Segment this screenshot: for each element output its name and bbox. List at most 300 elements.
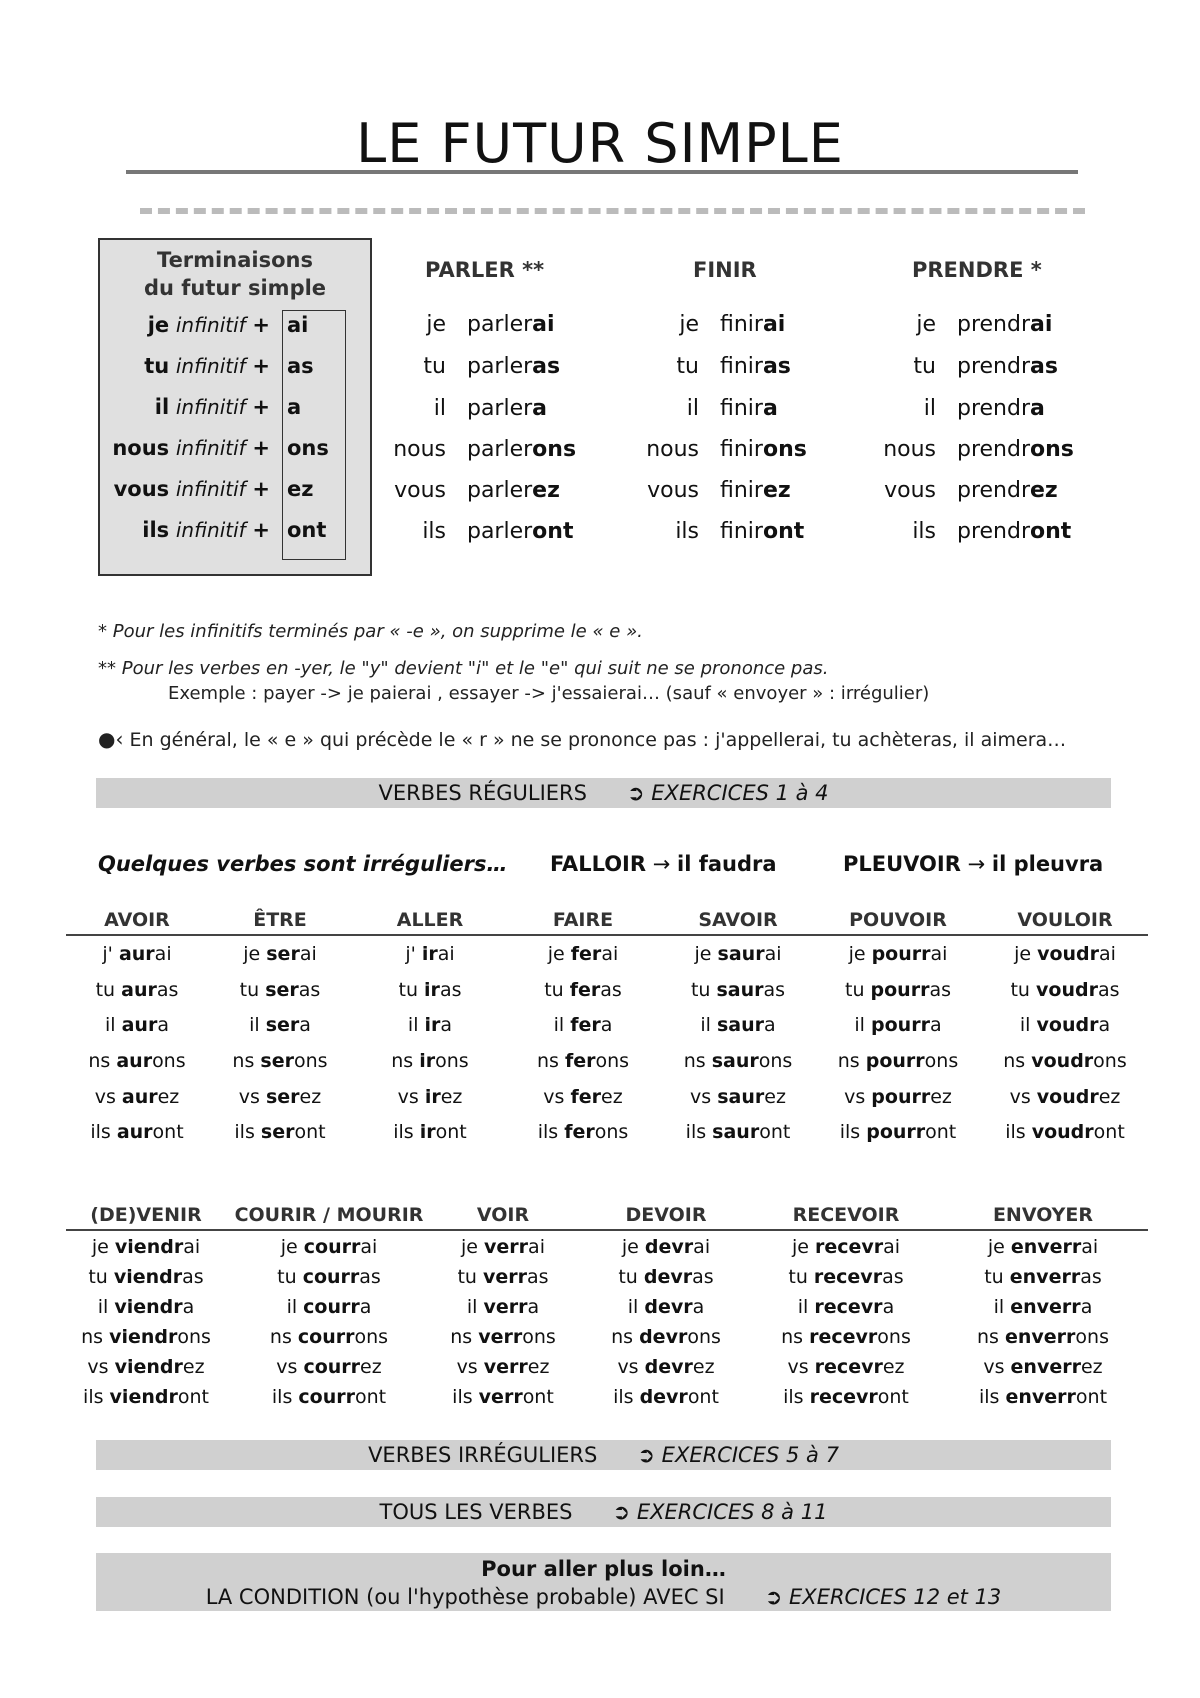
irregular-stem: ser [260,1050,294,1072]
irregular-intro-title: Quelques verbes sont irréguliers… [98,852,508,876]
conjugation-row [629,478,791,503]
pronoun: tu [788,1266,814,1288]
irregular-stem: recevr [813,1266,883,1288]
conjugation-row [629,312,785,337]
pronoun: ns [81,1326,110,1348]
verb-ending: as [929,979,951,1001]
irregular-stem: recevr [809,1386,878,1408]
table2-cell [963,1296,1123,1318]
verb-stem: parler [466,396,533,421]
verb-ending: as [359,1266,381,1288]
verb-ending: ons [1093,1050,1127,1072]
conjugation-row [866,437,1074,462]
pronoun: il [1019,1014,1037,1036]
verb-ending: as [182,1266,204,1288]
band-all-label: TOUS LES VERBES [379,1500,573,1524]
arrow-icon: → [652,852,671,876]
irregular-stem: pourr [871,943,931,965]
table1-cell [503,1086,663,1108]
verb-ending: ez [882,1356,905,1378]
verb-stem: finir [719,437,763,462]
endings-title-line1: Terminaisons [157,248,313,272]
pronoun: ns [269,1326,298,1348]
irregular-stem: ir [421,943,438,965]
infinitive-word: infinitif [175,518,246,542]
irregular-stem: fer [564,1121,595,1143]
table1-header-3: FAIRE [552,909,614,931]
irregular-stem: enverr [1009,1266,1081,1288]
verb-ending: ai [437,943,455,965]
pronoun: nous [393,437,446,462]
falloir-form: il faudra [677,852,777,876]
irregular-stem: courr [303,1296,360,1318]
pronoun: il [433,396,446,421]
verb-ending: ai [764,943,782,965]
verb-stem: finir [719,354,763,379]
verb-ending: a [1030,396,1045,421]
verb-ending: ai [360,1236,378,1258]
verb-ending: ont [1075,1386,1108,1408]
table1-cell [985,1121,1145,1143]
table1-header-rule [66,934,1148,936]
table2-header-0: (DE)VENIR [90,1204,202,1226]
pronoun: je [848,943,872,965]
table2-cell [766,1386,926,1408]
irregular-stem: voudr [1036,979,1098,1001]
conjugation-row [376,437,576,462]
ending-as: as [287,354,314,378]
irregular-stem: viendr [109,1386,178,1408]
irregular-stem: fer [569,979,601,1001]
table1-cell [200,1050,360,1072]
verb-ending: as [763,979,786,1001]
table2-cell [963,1266,1123,1288]
table2-cell [586,1296,746,1318]
table1-cell [503,979,663,1001]
irregular-stem: recevr [814,1296,883,1318]
pronoun: il [686,396,699,421]
pronoun: il [407,1014,425,1036]
conjugation-row [376,519,573,544]
pronoun: tu [423,354,446,379]
conjugation-row [376,354,560,379]
note-example: Exemple : payer -> je paierai , essayer -> j'essaierai… (sauf « envoyer » : irrégulier) [168,683,930,704]
table2-cell [963,1356,1123,1378]
pronoun: vs [456,1356,484,1378]
verb-ending: as [1030,354,1058,379]
pronoun: ils [839,1121,867,1143]
verb-ending: a [600,1014,613,1036]
all-verbs-exercises-band[interactable] [96,1497,1111,1527]
irregular-stem: viendr [114,1356,183,1378]
irregular-stem: ir [424,1014,441,1036]
verb-header-0: PARLER ** [425,258,545,282]
table2-cell [249,1236,409,1258]
pronoun: ils [234,1121,261,1143]
irregular-stem: viendr [114,1236,184,1258]
pronoun: nous [883,437,936,462]
pronoun: ns [781,1326,810,1348]
pronoun: tu [913,354,936,379]
table2-cell [423,1386,583,1408]
verb-ending: as [882,1266,904,1288]
irregular-stem: devr [639,1386,688,1408]
verb-ending: ons [758,1050,793,1072]
verb-ending: as [532,354,561,379]
band-regular-label: VERBES RÉGULIERS [378,781,587,805]
verb-ending: ai [601,943,619,965]
irregular-stem: courr [302,1266,360,1288]
verb-ending: as [1080,1266,1102,1288]
irregular-stem: recevr [814,1356,883,1378]
plus-sign: + [252,354,270,378]
table2-cell [586,1236,746,1258]
infinitive-word: infinitif [175,395,246,419]
verb-ending: ons [595,1050,630,1072]
table1-header-1: ÊTRE [253,909,307,931]
irregular-stem: pourr [871,1086,931,1108]
conjugation-row [629,437,807,462]
verb-ending: ez [601,1086,623,1108]
verb-ending: ai [299,943,317,965]
verb-header-2: PRENDRE * [912,258,1042,282]
pronoun: j' [102,943,119,965]
pronoun: je [426,312,446,337]
table1-cell [200,979,360,1001]
verb-ending: ez [1098,1086,1121,1108]
verb-ending: ons [532,437,577,462]
verb-ending: ont [687,1386,719,1408]
verb-ending: a [763,1014,776,1036]
irregular-stem: saur [716,979,764,1001]
endings-row-formula [100,313,270,337]
pronoun: il [286,1296,304,1318]
pronoun: ils [1005,1121,1032,1143]
pleuvoir-line [843,852,1103,876]
verb-ending: ai [693,1236,711,1258]
table2-cell [249,1296,409,1318]
band-all-link[interactable]: ➲ EXERCICES 8 à 11 [612,1500,828,1524]
verb-ending: a [929,1014,942,1036]
pronoun: ils [912,519,936,544]
irregular-stem: viendr [113,1266,183,1288]
verb-stem: prendr [956,437,1030,462]
pronoun: je [916,312,936,337]
table2-cell [249,1326,409,1348]
irregular-stem: aur [116,1050,153,1072]
verb-stem: prendr [956,354,1030,379]
verb-ending: ez [440,1086,463,1108]
verb-ending: as [156,979,179,1001]
verb-ending: a [157,1014,169,1036]
irregular-stem: verr [484,1236,529,1258]
pronoun: tu [144,354,170,378]
table2-cell [66,1386,226,1408]
table2-cell [766,1296,926,1318]
table1-header-2: ALLER [396,909,464,931]
verb-ending: ont [532,519,574,544]
verb-ending: ai [1081,1236,1099,1258]
pronoun: tu [239,979,266,1001]
verb-ending: as [298,979,321,1001]
pronoun: tu [690,979,717,1001]
verb-ending: ez [157,1086,180,1108]
verb-stem: finir [719,396,763,421]
band-irregular-link[interactable]: ➲ EXERCICES 5 à 7 [637,1443,839,1467]
verb-ending: ai [183,1236,201,1258]
table1-cell [57,943,217,965]
pronoun: vs [238,1086,266,1108]
pronoun: je [694,943,718,965]
conjugation-row [866,312,1052,337]
pronoun: je [91,1236,115,1258]
verb-ending: as [1097,979,1120,1001]
conjugation-row [866,519,1071,544]
plus-sign: + [252,395,270,419]
endings-row-formula [100,477,270,501]
pronoun: tu [618,1266,644,1288]
table1-cell [350,943,510,965]
going-further-box[interactable] [96,1553,1111,1611]
irregular-stem: voudr [1031,1050,1094,1072]
pronoun: vs [617,1356,645,1378]
verb-ending: ons [877,1326,911,1348]
verb-stem: finir [719,478,763,503]
table1-cell [818,1050,978,1072]
pronoun: il [154,395,170,419]
table1-cell [818,1086,978,1108]
irregular-stem: devr [639,1326,688,1348]
pronoun: vs [1009,1086,1037,1108]
conjugation-row [376,396,547,421]
verb-stem: parler [466,312,533,337]
pronoun: tu [398,979,425,1001]
verb-ending: as [439,979,462,1001]
band-irregular-label: VERBES IRRÉGULIERS [368,1443,598,1467]
table1-cell [57,1121,217,1143]
verb-ending: ons [177,1326,211,1348]
table1-header-6: VOULOIR [1017,909,1113,931]
pronoun: ns [450,1326,479,1348]
table1-cell [658,1086,818,1108]
pronoun: je [1014,943,1038,965]
irregular-stem: voudr [1036,1086,1099,1108]
pronoun: ils [537,1121,565,1143]
verb-ending: ons [762,437,807,462]
table2-cell [423,1326,583,1348]
irregular-stem: saur [711,1050,759,1072]
table1-cell [57,1014,217,1036]
table2-cell [963,1326,1123,1348]
pronoun: je [280,1236,304,1258]
irregular-stem: courr [298,1386,355,1408]
verb-ending: as [762,354,791,379]
conjugation-row [866,478,1058,503]
endings-row-formula [100,354,270,378]
infinitive-word: infinitif [175,436,246,460]
verb-ending: as [527,1266,549,1288]
ending-ez: ez [287,477,314,501]
pronoun: je [547,943,571,965]
table1-cell [818,1014,978,1036]
verb-ending: a [182,1296,195,1318]
conjugation-row [629,354,791,379]
table1-cell [658,1050,818,1072]
pronoun: tu [845,979,871,1001]
irregular-stem: saur [717,943,765,965]
irregular-stem: enverr [1004,1326,1076,1348]
pronoun: ils [613,1386,640,1408]
table2-cell [249,1266,409,1288]
table1-cell [200,943,360,965]
table2-cell [586,1266,746,1288]
pronoun: il [249,1014,266,1036]
verb-ending: ont [522,1386,554,1408]
irregular-stem: devr [644,1296,693,1318]
pronoun: il [854,1014,872,1036]
irregular-stem: devr [643,1266,693,1288]
table2-header-1: COURIR / MOURIR [234,1204,424,1226]
irregular-stem: ser [266,943,300,965]
irregular-stem: pourr [870,979,930,1001]
table1-cell [350,1121,510,1143]
table2-header-4: RECEVOIR [792,1204,900,1226]
table1-cell [200,1014,360,1036]
verb-stem: prendr [956,396,1030,421]
note-infinitive-e: * Pour les infinitifs terminés par « -e », on supprime le « e ». [98,621,643,642]
verb-ending: a [359,1296,372,1318]
table1-cell [985,943,1145,965]
band-regular-link[interactable]: ➲ EXERCICES 1 à 4 [627,781,829,805]
pronoun: nous [112,436,170,460]
pronoun: il [700,1014,717,1036]
table2-cell [249,1386,409,1408]
pronoun: ils [83,1386,110,1408]
table2-cell [766,1356,926,1378]
verb-ending: ai [528,1236,545,1258]
table1-cell [658,979,818,1001]
verb-ending: a [762,396,778,421]
table2-cell [586,1386,746,1408]
table1-cell [503,1014,663,1036]
table2-cell [766,1326,926,1348]
verb-ending: ez [930,1086,952,1108]
verb-ending: a [299,1014,311,1036]
pronoun: ils [452,1386,479,1408]
irregular-stem: ser [265,1014,300,1036]
plus-sign: + [252,313,270,337]
verb-ending: ai [930,943,948,965]
conjugation-row [376,478,560,503]
table2-cell [586,1326,746,1348]
pronoun: vs [844,1086,872,1108]
irregular-stem: enverr [1010,1356,1081,1378]
table1-cell [350,1014,510,1036]
verb-ending: ont [1093,1121,1125,1143]
pronoun: vs [397,1086,425,1108]
condition-link[interactable]: ➲ EXERCICES 12 et 13 [764,1585,1002,1609]
pronoun: vous [113,477,170,501]
pronoun: je [243,943,267,965]
table1-cell [818,979,978,1001]
pleuvoir-verb: PLEUVOIR [843,852,961,876]
verb-ending: ont [759,1121,791,1143]
table1-cell [503,943,663,965]
note-pronunciation [98,727,1066,751]
table2-cell [766,1236,926,1258]
infinitive-word: infinitif [175,354,246,378]
irregular-stem: aur [121,979,157,1001]
endings-row-formula [100,436,270,460]
pronoun: il [627,1296,645,1318]
irregular-stem: saur [712,1121,760,1143]
table1-cell [200,1121,360,1143]
pronoun: vs [543,1086,571,1108]
verb-ending: ont [762,519,805,544]
falloir-verb: FALLOIR [550,852,647,876]
irregular-stem: aur [118,943,155,965]
pronoun: ils [685,1121,713,1143]
irregular-stem: courr [303,1356,361,1378]
irregular-stem: courr [297,1326,355,1348]
pronoun: il [553,1014,571,1036]
ending-ons: ons [287,436,329,460]
note-pronunciation-text: En général, le « e » qui précède le « r » ne se prononce pas : j'appellerai, tu achèteras, il aimera… [129,729,1067,751]
pronoun: je [147,313,170,337]
pronoun: il [923,396,936,421]
table2-cell [586,1356,746,1378]
pronoun: tu [544,979,570,1001]
verb-ending: a [692,1296,705,1318]
irregular-stem: viendr [114,1296,183,1318]
pronoun: ils [675,519,699,544]
table1-cell [985,1014,1145,1036]
pronoun: ils [393,1121,420,1143]
table2-cell [766,1266,926,1288]
pronoun: ns [536,1050,565,1072]
irregular-stem: verr [483,1356,528,1378]
table1-cell [200,1086,360,1108]
table1-header-0: AVOIR [104,909,170,931]
table2-cell [66,1236,226,1258]
endings-row-formula [100,395,270,419]
pronoun: vs [983,1356,1011,1378]
table1-cell [350,1050,510,1072]
note-yer-verbs: ** Pour les verbes en -yer, le "y" devient "i" et le "e" qui suit ne se prononce pas. [98,658,829,679]
verb-ending: a [1098,1014,1111,1036]
pronoun: il [97,1296,115,1318]
irregular-stem: devr [644,1236,694,1258]
ending-ai: ai [287,313,309,337]
irregular-stem: aur [121,1014,158,1036]
verb-ending: ez [527,1356,550,1378]
pronoun: ils [783,1386,810,1408]
irregular-stem: ser [265,979,299,1001]
irregular-stem: verr [478,1386,523,1408]
regular-exercises-band[interactable] [96,778,1111,808]
pronoun: vous [884,478,936,503]
verb-ending: a [527,1296,540,1318]
infinitive-word: infinitif [175,477,246,501]
table1-cell [57,1086,217,1108]
verb-ending: as [600,979,622,1001]
verb-ending: a [532,396,548,421]
table2-cell [963,1236,1123,1258]
verb-ending: ont [177,1386,209,1408]
verb-ending: ons [522,1326,556,1348]
irregular-exercises-band[interactable] [96,1440,1111,1470]
title-underline [126,170,1078,174]
